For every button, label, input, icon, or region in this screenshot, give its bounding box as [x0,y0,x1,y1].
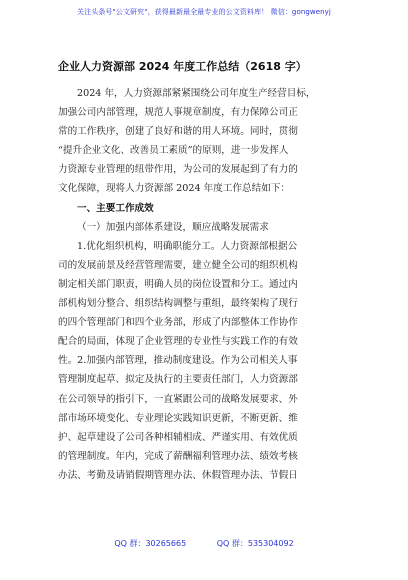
paragraph-line: 力资源专业管理的纽带作用，为公司的发展起到了有力的 [58,164,298,176]
paragraph-line: 配合的局面，体现了企业管理的专业性与实践工作的有效 [58,336,298,348]
paragraph-line: 文化保障，现将人力资源部 2024 年度工作总结如下： [58,183,290,195]
paragraph-line: 性。2.加强内部管理，推动制度建设。作为公司相关人事 [58,355,298,367]
paragraph-line: 部市场环境变化、专业理论实践知识更新，不断更新、维 [58,412,298,424]
paragraph-line: 管理制度起草、拟定及执行的主要责任部门，人力资源部 [58,374,298,386]
paragraph-line: 在公司领导的指引下，一直紧跟公司的战略发展要求、外 [58,393,298,405]
paragraph-line: 的管理制度。年内，完成了薪酬福利管理办法、绩效考核 [58,450,298,462]
document-title: 企业人力资源部 2024 年度工作总结（2618 字） [58,60,307,73]
paragraph-line: （一）加强内部体系建设，顺应战略发展需求 [77,221,269,233]
paragraph-line: 2024 年，人力资源部紧紧围绕公司年度生产经营目标， [77,88,316,99]
paragraph-line: 司的发展前景及经营管理需要，建立健全公司的组织机构 [58,259,298,271]
paragraph-line: 加强公司内部管理，规范人事规章制度，有力保障公司正 [58,107,298,119]
paragraph-line: “提升企业文化、改善员工素质”的原则，进一步发挥人 [58,145,289,157]
paragraph-line: 1.优化组织机构，明确职能分工。人力资源部根据公 [77,240,298,252]
section-heading: 一、主要工作成效 [77,202,154,214]
paragraph-line: 常的工作秩序，创建了良好和谐的用人环境。同时，贯彻 [58,126,298,138]
paragraph-line: 护、起草建设了公司各种相辅相成、严谨实用、有效优质 [58,431,298,443]
promo-banner: 关注头条号"公文研究"，获得最新最全最专业的公文资料库！ 微信：gongwenyj [77,8,331,16]
paragraph-line: 部机构划分整合、组织结构调整与重组，最终架构了现行 [58,298,298,310]
qq-group-2: QQ 群：535304092 [216,539,294,548]
promo-footer [0,536,408,552]
document-body [58,84,363,485]
paragraph-line: 的四个管理部门和四个业务部，形成了内部整体工作协作 [58,317,298,329]
paragraph-line: 办法、考勤及请销假期管理办法、休假管理办法、节假日 [58,469,298,481]
paragraph-line: 制定相关部门职责，明确人员的岗位设置和分工。通过内 [58,278,298,290]
qq-group-1: QQ 群：30265665 [114,539,187,548]
